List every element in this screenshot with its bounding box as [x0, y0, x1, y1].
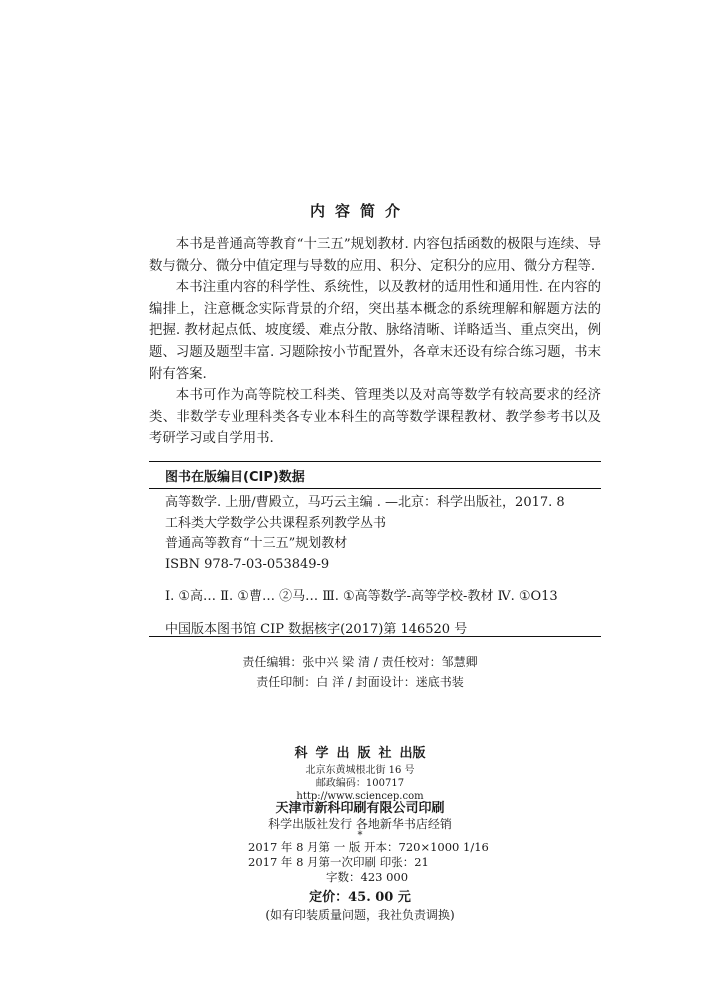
- distribution-line: 科学出版社发行 各地新华书店经销: [268, 817, 452, 831]
- responsibility-credits: [0, 652, 720, 692]
- publisher-address: 北京东黄城根北街 16 号: [305, 765, 415, 776]
- summary-body: [149, 234, 601, 450]
- cip-plan-line: 普通高等教育“十三五”规划教材: [165, 536, 348, 551]
- publisher-suffix: 出版: [399, 746, 426, 761]
- word-count: 字数：423 000: [326, 870, 409, 884]
- cip-number: 中国版本图书馆 CIP 数据核字(2017)第 146520 号: [165, 621, 468, 637]
- cip-top-rule: [149, 461, 601, 462]
- credits-production: 责任印制：白 洋 / 封面设计：迷底书装: [256, 675, 464, 689]
- summary-paragraph: 本书注重内容的科学性、系统性，以及教材的适用性和通用性. 在内容的编排上，注意概念实际背景的介绍，突出基本概念的系统理解和解题方法的把握. 教材起点低、坡度缓、难点分散、脉络清晰、详略适当、重点突出，例题、习题及题型丰富. 习题除按小节配置外，各章末还设有综合练习题，书末附有答案.: [149, 280, 601, 382]
- summary-paragraph: 本书是普通高等教育“十三五”规划教材. 内容包括函数的极限与连续、导数与微分、微分中值定理与导数的应用、积分、定积分的应用、微分方程等.: [149, 237, 601, 274]
- cip-heading-rule: [149, 488, 601, 489]
- edition-specs: [248, 840, 508, 885]
- cip-bottom-rule: [149, 636, 601, 637]
- separator-star: *: [357, 830, 363, 841]
- publisher-line: [0, 742, 720, 761]
- publisher-postcode: 邮政编码：100717: [315, 778, 405, 789]
- cip-isbn: ISBN 978-7-03-053849-9: [165, 556, 330, 572]
- printer-line: 天津市新科印刷有限公司印刷: [275, 801, 445, 816]
- credits-editors: 责任编辑：张中兴 梁 清 / 责任校对：邹慧卿: [242, 655, 478, 669]
- printing-line: 2017 年 8 月第一次印刷 印张：21: [248, 855, 429, 869]
- cip-heading: 图书在版编目(CIP)数据: [165, 470, 305, 485]
- cip-title-line: 高等数学. 上册/曹殿立，马巧云主编 . —北京：科学出版社，2017. 8: [165, 495, 565, 510]
- publisher-logo-text: 科学出版社: [294, 746, 400, 761]
- summary-title: 内容简介: [309, 202, 410, 220]
- summary-paragraph: 本书可作为高等院校工科类、管理类以及对高等数学有较高要求的经济类、非数学专业理科类各专业本科生的高等数学课程教材、教学参考书以及考研学习或自学用书.: [149, 388, 601, 447]
- cip-classification: Ⅰ. ①高… Ⅱ. ①曹… ②马… Ⅲ. ①高等数学-高等学校-教材 Ⅳ. ①O13: [165, 589, 558, 604]
- quality-notice: (如有印装质量问题，我社负责调换): [265, 908, 455, 922]
- publisher-website: http://www.sciencep.com: [296, 791, 424, 802]
- cip-block: [165, 493, 595, 640]
- edition-line: 2017 年 8 月第 一 版 开本：720×1000 1/16: [248, 840, 489, 854]
- price: 定价：45. 00 元: [309, 890, 411, 905]
- cip-series-line: 工科类大学数学公共课程系列教学丛书: [165, 515, 387, 531]
